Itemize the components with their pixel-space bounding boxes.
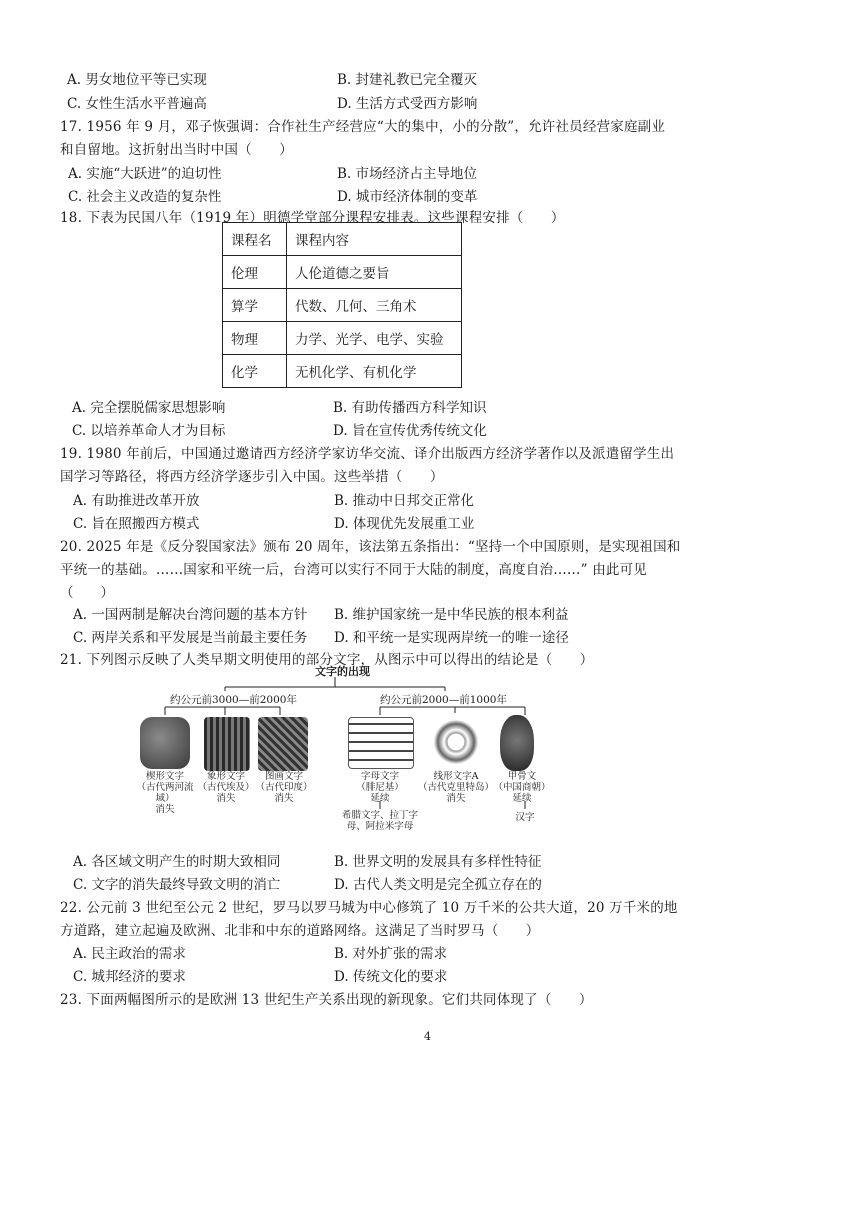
q20-stem-line3: （ ） bbox=[60, 585, 114, 601]
table-header-cell: 课程内容 bbox=[287, 223, 462, 256]
q18-option-b: B. 有助传播西方科学知识 bbox=[333, 400, 487, 416]
q22-stem-line1: 22. 公元前 3 世纪至公元 2 世纪，罗马以罗马城为中心修筑了 10 万千米的公共大道，20 万千米的地 bbox=[60, 900, 678, 916]
descendant-scripts-alphabet bbox=[334, 810, 426, 832]
q19-option-d: D. 体现优先发展重工业 bbox=[334, 516, 475, 532]
alphabet-script-image bbox=[348, 717, 414, 769]
q16-option-a: A. 男女地位平等已实现 bbox=[67, 72, 207, 88]
script-fate: 消失 bbox=[216, 793, 236, 804]
q16-option-c: C. 女性生活水平普遍高 bbox=[67, 96, 207, 112]
q20-option-a: A. 一国两制是解决台湾问题的基本方针 bbox=[73, 607, 308, 623]
script-origin: （古代克里特岛） bbox=[418, 782, 495, 793]
q20-option-b: B. 维护国家统一是中华民族的根本利益 bbox=[334, 607, 569, 623]
script-origins-diagram bbox=[130, 663, 551, 835]
oracle-bone-image bbox=[500, 715, 534, 771]
q20-stem-line2: 平统一的基础。……国家和平统一后，台湾可以实行不同于大陆的制度，高度自治……” 由此可见 bbox=[60, 562, 647, 578]
q21-option-a: A. 各区域文明产生的时期大致相同 bbox=[73, 854, 281, 870]
q20-option-c: C. 两岸关系和平发展是当前最主要任务 bbox=[73, 630, 308, 646]
script-fate: 消失 bbox=[155, 804, 175, 815]
q18-option-c: C. 以培养革命人才为目标 bbox=[72, 423, 226, 439]
diagram-period-1: 约公元前3000—前2000年 bbox=[170, 694, 297, 706]
q17-stem-line1: 17. 1956 年 9 月，邓子恢强调：合作社生产经营应“大的集中，小的分散”，允许社员经营家庭副业 bbox=[60, 119, 666, 135]
script-caption bbox=[350, 771, 410, 804]
q17-option-c: C. 社会主义改造的复杂性 bbox=[68, 189, 222, 205]
q22-stem-line2: 方道路，建立起遍及欧洲、北非和中东的道路网络。这满足了当时罗马（ ） bbox=[60, 923, 540, 939]
table-cell: 代数、几何、三角术 bbox=[287, 289, 462, 322]
descendant-line: 母、阿拉米字母 bbox=[346, 821, 414, 832]
q17-option-d: D. 城市经济体制的变革 bbox=[337, 189, 478, 205]
script-fate: 消失 bbox=[446, 793, 466, 804]
cuneiform-tablet-image bbox=[140, 717, 190, 769]
script-name: 甲骨文 bbox=[507, 771, 537, 782]
script-name: 图画文字 bbox=[264, 771, 303, 782]
q18-option-a: A. 完全摆脱儒家思想影响 bbox=[72, 400, 226, 416]
q19-option-c: C. 旨在照搬西方模式 bbox=[73, 516, 200, 532]
script-caption bbox=[418, 771, 494, 804]
script-caption bbox=[254, 771, 314, 804]
q16-option-d: D. 生活方式受西方影响 bbox=[337, 96, 478, 112]
q22-option-c: C. 城邦经济的要求 bbox=[73, 969, 186, 985]
table-cell: 无机化学、有机化学 bbox=[287, 355, 462, 388]
q21-option-d: D. 古代人类文明是完全孤立存在的 bbox=[334, 877, 542, 893]
script-name: 楔形文字 bbox=[145, 771, 184, 782]
q20-stem-line1: 20. 2025 年是《反分裂国家法》颁布 20 周年，该法第五条指出：“坚持一个中国原则，是实现祖国和 bbox=[60, 539, 681, 555]
q20-option-d: D. 和平统一是实现两岸统一的唯一途径 bbox=[334, 630, 569, 646]
script-caption bbox=[130, 771, 200, 815]
script-origin: （古代两河流域） bbox=[136, 782, 194, 804]
q22-option-a: A. 民主政治的需求 bbox=[73, 946, 186, 962]
q22-option-b: B. 对外扩张的需求 bbox=[334, 946, 448, 962]
table-cell: 化学 bbox=[223, 355, 287, 388]
descendant-scripts-chinese: 汉字 bbox=[515, 812, 535, 823]
script-caption bbox=[492, 771, 552, 804]
q21-option-c: C. 文字的消失最终导致文明的消亡 bbox=[73, 877, 281, 893]
script-fate: 延续 bbox=[370, 793, 390, 804]
q19-stem-line1: 19. 1980 年前后，中国通过邀请西方经济学家访华交流、译介出版西方经济学著作以及派遣留学生出 bbox=[60, 446, 675, 462]
q17-stem-line2: 和自留地。这折射出当时中国（ ） bbox=[60, 142, 293, 158]
script-name: 线形文字A bbox=[433, 771, 479, 782]
q19-stem-line2: 国学习等路径，将西方经济学逐步引入中国。这些举措（ ） bbox=[60, 469, 444, 485]
hieroglyph-image bbox=[204, 717, 250, 771]
q21-stem: 21. 下列图示反映了人类早期文明使用的部分文字，从图示中可以得出的结论是（ ） bbox=[60, 652, 594, 668]
table-header-row bbox=[223, 223, 462, 256]
script-origin: （腓尼基） bbox=[356, 782, 404, 793]
q17-option-a: A. 实施“大跃进”的迫切性 bbox=[68, 166, 222, 182]
table-row bbox=[223, 322, 462, 355]
course-table bbox=[222, 222, 462, 388]
script-name: 字母文字 bbox=[360, 771, 399, 782]
page-number: 4 bbox=[424, 1030, 431, 1043]
diagram-period-2: 约公元前2000—前1000年 bbox=[380, 694, 507, 706]
q21-option-b: B. 世界文明的发展具有多样性特征 bbox=[334, 854, 542, 870]
q17-option-b: B. 市场经济占主导地位 bbox=[337, 166, 478, 182]
script-caption bbox=[196, 771, 256, 804]
descendant-line: 希腊文字、拉丁字 bbox=[341, 810, 418, 821]
script-origin: （古代印度） bbox=[255, 782, 313, 793]
script-origin: （中国商朝） bbox=[493, 782, 551, 793]
q18-option-d: D. 旨在宣传优秀传统文化 bbox=[333, 423, 487, 439]
table-cell: 人伦道德之要旨 bbox=[287, 256, 462, 289]
q18-stem: 18. 下表为民国八年（1919 年）明德学堂部分课程安排表。这些课程安排（ ） bbox=[60, 210, 565, 226]
table-row bbox=[223, 256, 462, 289]
script-origin: （古代埃及） bbox=[197, 782, 255, 793]
q19-option-b: B. 推动中日邦交正常化 bbox=[334, 493, 475, 509]
indus-script-image bbox=[258, 717, 308, 771]
q19-option-a: A. 有助推进改革开放 bbox=[73, 493, 200, 509]
q23-stem: 23. 下面两幅图所示的是欧洲 13 世纪生产关系出现的新现象。它们共同体现了（ ） bbox=[60, 992, 593, 1008]
table-cell: 力学、光学、电学、实验 bbox=[287, 322, 462, 355]
script-fate: 消失 bbox=[274, 793, 294, 804]
linear-a-disc-image bbox=[428, 713, 484, 771]
diagram-title: 文字的出现 bbox=[315, 665, 370, 678]
table-row bbox=[223, 289, 462, 322]
q22-option-d: D. 传统文化的要求 bbox=[334, 969, 448, 985]
table-row bbox=[223, 355, 462, 388]
script-name: 象形文字 bbox=[206, 771, 245, 782]
table-header-cell: 课程名 bbox=[223, 223, 287, 256]
table-cell: 物理 bbox=[223, 322, 287, 355]
q16-option-b: B. 封建礼教已完全覆灭 bbox=[337, 72, 478, 88]
table-cell: 伦理 bbox=[223, 256, 287, 289]
script-fate: 延续 bbox=[512, 793, 532, 804]
table-cell: 算学 bbox=[223, 289, 287, 322]
